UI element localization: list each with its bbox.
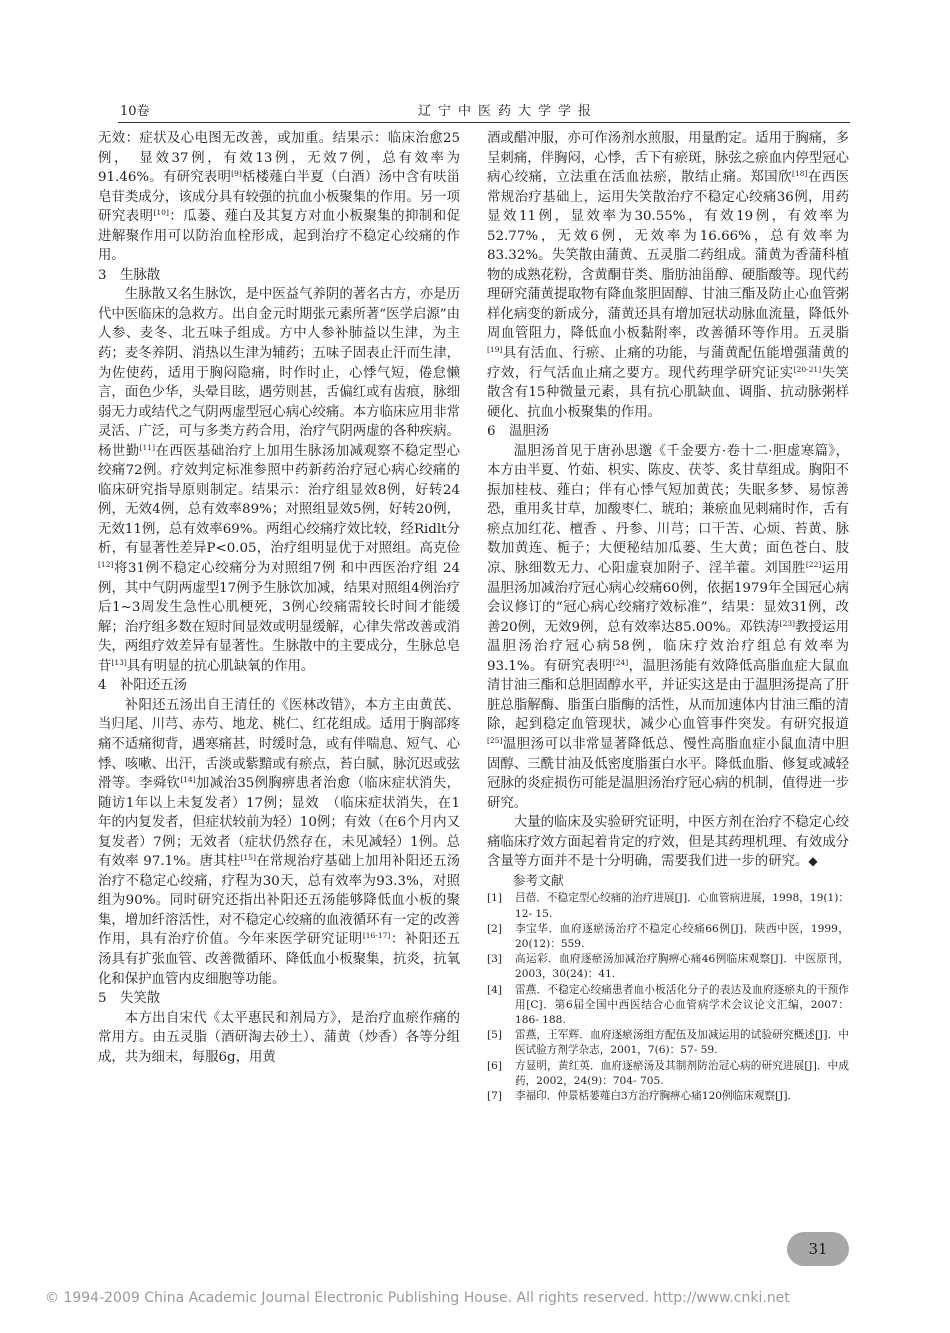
citation: [20-21] <box>793 364 822 374</box>
paragraph <box>98 285 460 676</box>
text-run: 教授运用温胆汤治疗冠心病58例，临床疗效治疗组总有效率为93.1%。有研究表明 <box>487 619 849 674</box>
section-heading <box>98 989 460 1009</box>
text-run: 将31例不稳定心绞痛分为对照组7例 和中西医治疗组 24例，其中气阴两虚型17例予生脉饮加减，结果对照组4例治疗后1~3周发生急性心肌梗死，3例心绞痛需较长时间才能缓解；治疗组多数在短时间显效或明显缓解，心律失常改善或消失，两组疗效差异有显著性。生脉散中的主要成分，生脉总皂苷 <box>98 561 460 674</box>
section-title: 生脉散 <box>120 267 161 283</box>
right-column <box>487 129 849 1104</box>
references <box>487 872 849 1104</box>
text-run: 具有明显的抗心肌缺氧的作用。 <box>126 658 315 674</box>
citation: [25] <box>487 735 503 745</box>
reference-item <box>487 1089 849 1104</box>
reference-item <box>487 891 849 921</box>
text-run: ：补阳还五汤具有扩张血管、改善微循环、降低血小板聚集，抗炎，抗氧化和保护血管内皮细胞等功能。 <box>98 932 461 987</box>
reference-number: [2] <box>487 922 503 935</box>
citation: [10] <box>153 208 169 218</box>
section-number: 5 <box>98 991 107 1007</box>
reference-item <box>487 952 849 982</box>
section-title: 失笑散 <box>120 991 161 1007</box>
end-mark-icon: ◆ <box>808 854 818 869</box>
text-run: 酒或醋冲服，亦可作汤剂水煎服，用量酌定。适用于胸痛，多呈刺痛，伴胸闷，心悸，舌下有瘀斑，脉弦之瘀血内停型冠心病心绞痛，立法重在活血祛瘀，散结止痛。郑国欣 <box>487 131 849 186</box>
reference-list <box>487 891 849 1104</box>
reference-text: 雷燕，王军辉．血府逐瘀汤组方配伍及加减运用的试验研究概述[J]．中医试验方剂学杂志，2001，7(6)：57- 59. <box>515 1029 849 1057</box>
text-run: 温胆汤首见于唐孙思邈《千金要方·卷十二·胆虚寒篇》，本方由半夏、竹茹、枳实、陈皮、茯苓、炙甘草组成。胸阳不振加桂枝、薤白；伴有心悸气短加黄芪；失眠多梦、易惊善恐，重用炙甘草，加酸枣仁、琥珀；兼瘀血见刺痛时作，舌有瘀点加红花、檀香 、丹参、川芎；口干苦、心烦、苔黄、脉数加黄连、栀子；大便秘结加瓜蒌、生大黄；面色苍白、肢凉、脉细数无力、心阳虚衰加附子、淫羊藿。刘国胜 <box>487 443 849 577</box>
paragraph <box>98 129 460 266</box>
reference-number: [5] <box>487 1029 503 1042</box>
paragraph <box>487 813 849 872</box>
running-header <box>118 96 850 123</box>
text-run: 在常规治疗基础上加用补阳还五汤治疗不稳定心绞痛，疗程为30天，总有效率为93.3%，对照组为90%。同时研究还指出补阳还五汤能够降低血小板的聚集，增加纤溶活性，对不稳定心绞痛的血液循环有一定的改善作用，具有治疗价值。今年来医学研究证明 <box>98 854 461 948</box>
reference-number: [7] <box>487 1089 503 1102</box>
reference-item <box>487 1059 849 1089</box>
section-number: 4 <box>98 678 107 694</box>
section-heading <box>98 676 460 696</box>
text-run: 在西医基础治疗上加用生脉汤加减观察不稳定型心绞痛72例。疗效判定标准参照中药新药治疗冠心病心绞痛的临床研究指导原则制定。结果示：治疗组显效8例，好转24例，无效4例，总有效率89%；对照组显效5例，好转20例，无效11例，总有效率69%。两组心绞痛疗效比较，经Ridlt分析，有显著性差异P<0.05，治疗组明显优于对照组。高克俭 <box>98 443 461 557</box>
references-title: 参考文献 <box>512 873 564 889</box>
text-run: 运用温胆汤加减治疗冠心病心绞痛60例，依据1979年全国冠心病会议修订的“冠心病心绞痛疗效标准”，结果：显效31例，改善20例，无效9例，总有效率达85.00%。邓铁涛 <box>487 561 850 635</box>
text-run: 栝楼薤白半夏（白酒）汤中含有呋甾皂苷类成分，该成分具有较强的抗血小板聚集的作用。另一项研究表明 <box>98 170 461 225</box>
reference-number: [6] <box>487 1059 503 1072</box>
section-heading <box>98 266 460 286</box>
citation: [15] <box>240 853 256 863</box>
citation: [24] <box>612 657 629 667</box>
citation: [19] <box>487 345 503 355</box>
section-number: 6 <box>487 424 496 440</box>
text-run: 失笑散含有15种微量元素，具有抗心肌缺血、调脂、抗动脉粥样硬化、抗血小板聚集的作用。 <box>487 365 850 420</box>
citation: [16-17] <box>362 931 391 941</box>
text-run: 本方出自宋代《太平惠民和剂局方》，是治疗血瘀作痛的常用方。由五灵脂（酒研淘去砂土）、蒲黄（炒香）各等分组成，共为细末，每服6g，用黄 <box>98 1010 460 1065</box>
volume-label: 10卷 <box>120 104 150 119</box>
citation: [12] <box>98 560 114 570</box>
section-heading <box>487 422 849 442</box>
text-run: ：瓜蒌、薤白及其复方对血小板聚集的抑制和促进解聚作用可以防治血栓形成，起到治疗不稳定心绞痛的作用。 <box>98 209 461 264</box>
text-run: 无效：症状及心电图无改善，或加重。结果示：临床治愈25例， 显效37例，有效13例，无效7例，总有效率为91.46%。有研究表明 <box>98 131 460 186</box>
paragraph <box>98 1009 460 1068</box>
citation: [9] <box>231 169 242 179</box>
reference-text: 高运彩．血府逐瘀汤加减治疗胸痹心痛46例临床观察[J]．中医原刊，2003，30(24)：41. <box>515 953 849 981</box>
citation: [22] <box>805 560 822 570</box>
left-column <box>98 129 460 1067</box>
citation: [18] <box>792 169 808 179</box>
paragraph <box>487 442 849 813</box>
reference-text: 李福印．仲景栝蒌薤白3方治疗胸痹心痛120例临床观察[J]． <box>515 1089 799 1102</box>
reference-text: 李宝华．血府逐瘀汤治疗不稳定心绞痛66例[J]．陕西中医，1999，20(12)：559. <box>515 922 849 950</box>
section-title: 温胆汤 <box>509 424 550 440</box>
reference-number: [1] <box>487 892 503 905</box>
citation: [23] <box>779 618 796 628</box>
section-number: 3 <box>98 267 107 283</box>
copyright-footer: © 1994-2009 China Academic Journal Electronic Publishing House. All rights reserved. http://www.cnki.net <box>45 1290 790 1306</box>
reference-text: 雷燕．不稳定心绞痛患者血小板活化分子的表达及血府逐瘀丸的干预作用[C]．第6届全国中西医结合心血管病学术会议论文汇编，2007：186- 188. <box>515 983 849 1026</box>
reference-item <box>487 983 849 1029</box>
text-run: 补阳还五汤出自王清任的《医林改错》，本方主由黄芪、当归尾、川芎、赤芍、地龙、桃仁、红花组成。适用于胸部疼痛不适痛彻背，遇寒痛甚，时缓时急，或有伴喘息、短气、心悸、咳嗽、出汗，舌淡或紫黯或有瘀点，苔白腻，脉沉迟或弦滑等。李舜钦 <box>98 697 460 792</box>
text-run: 在西医常规治疗基础上，运用失笑散治疗不稳定心绞痛36例，用药显效11例，显效率为30.55%，有效19例，有效率为52.77%，无效6例，无效率为16.66%，总有效率为83.32%。失笑散由蒲黄、五灵脂二药组成。蒲黄为香蒲科植物的成熟花粉，含黄酮苷类、脂肪油甾醇、硬脂酸等。现代药理研究蒲黄提取物有降血浆胆固醇、甘油三酯及防止心血管粥样化病变的新成分，蒲黄还具有增加冠状动脉血流量，降低外周血管阻力，降低血小板黏附率，改善循环等作用。五灵脂 <box>487 170 850 342</box>
text-run: 温胆汤可以非常显著降低总、慢性高脂血症小鼠血清中胆固醇、三酰甘油及低密度脂蛋白水平。降低血脂、修复或减轻冠脉的炎症损伤可能是温胆汤治疗冠心病的机制，值得进一步研究。 <box>487 736 849 811</box>
reference-number: [4] <box>487 983 503 996</box>
text-run: ，温胆汤能有效降低高脂血症大鼠血清甘油三酯和总胆固醇水平，并证实这是由于温胆汤提高了肝脏总脂解酶、脂蛋白脂酶的活性，从而加速体内甘油三酯的清除，起到稳定血管现状，减少心血管事件突发。有研究报道 <box>487 658 849 733</box>
page-number: 31 <box>787 1232 849 1266</box>
text-run: 具有活血、行瘀、止痛的功能，与蒲黄配伍能增强蒲黄的疗效，行气活血止痛之要方。现代药理学研究证实 <box>487 346 849 381</box>
citation: [11] <box>139 442 155 452</box>
text-run: 加减治35例胸痹患者治愈（临床症状消失，随访1年以上未复发者）17例；显效 （临床症状消失，在1年的内复发者，但症状较前为轻）10例；有效（在6个月内又复发者）7例；无效者（症状仍然存在，未见减轻）1例。总有效率 97.1%。唐其柱 <box>98 776 460 870</box>
section-title: 补阳还五汤 <box>120 678 187 694</box>
reference-text: 吕蓓．不稳定型心绞痛的治疗进展[J]．心血管病进展，1998，19(1)：12- 15. <box>515 892 849 920</box>
text-run: 大量的临床及实验研究证明，中医方剂在治疗不稳定心绞痛临床疗效方面起着肯定的疗效，但是其药理机理、有效成分含量等方面并不是十分明确，需要我们进一步的研究。 <box>487 815 849 870</box>
reference-item <box>487 922 849 952</box>
reference-item <box>487 1028 849 1058</box>
reference-text: 方显明，黄红英．血府逐瘀汤及其制剂防治冠心病的研究进展[J]．中成药，2002，24(9)：704- 705. <box>515 1059 849 1087</box>
right-column-body <box>487 129 849 872</box>
journal-title: 辽宁中医药大学学报 <box>418 104 599 119</box>
text-run: 生脉散又名生脉饮，是中医益气养阴的著名古方，亦是历代中医临床的急救方。出自金元时期张元素所著“医学启源”由人参、麦冬、北五味子组成。方中人参补肺益以生津，为主药；麦冬养阴、消热以生津为辅药；五味子固表止汗而生津，为佐使药，适用于胸闷隐痛，时作时止，心悸气短，倦怠懒言，面色少华，头晕目眩，遇劳则甚，舌偏红或有齿痕，脉细弱无力或结代之气阴两虚型冠心病心绞痛。本方临床应用非常灵活、广泛，可与多类方药合用，治疗气阴两虚的各种疾病。杨世勤 <box>98 287 460 459</box>
citation: [13] <box>111 657 127 667</box>
paragraph <box>98 696 460 989</box>
citation: [14] <box>180 775 196 785</box>
paragraph <box>487 129 849 422</box>
reference-number: [3] <box>487 953 503 966</box>
